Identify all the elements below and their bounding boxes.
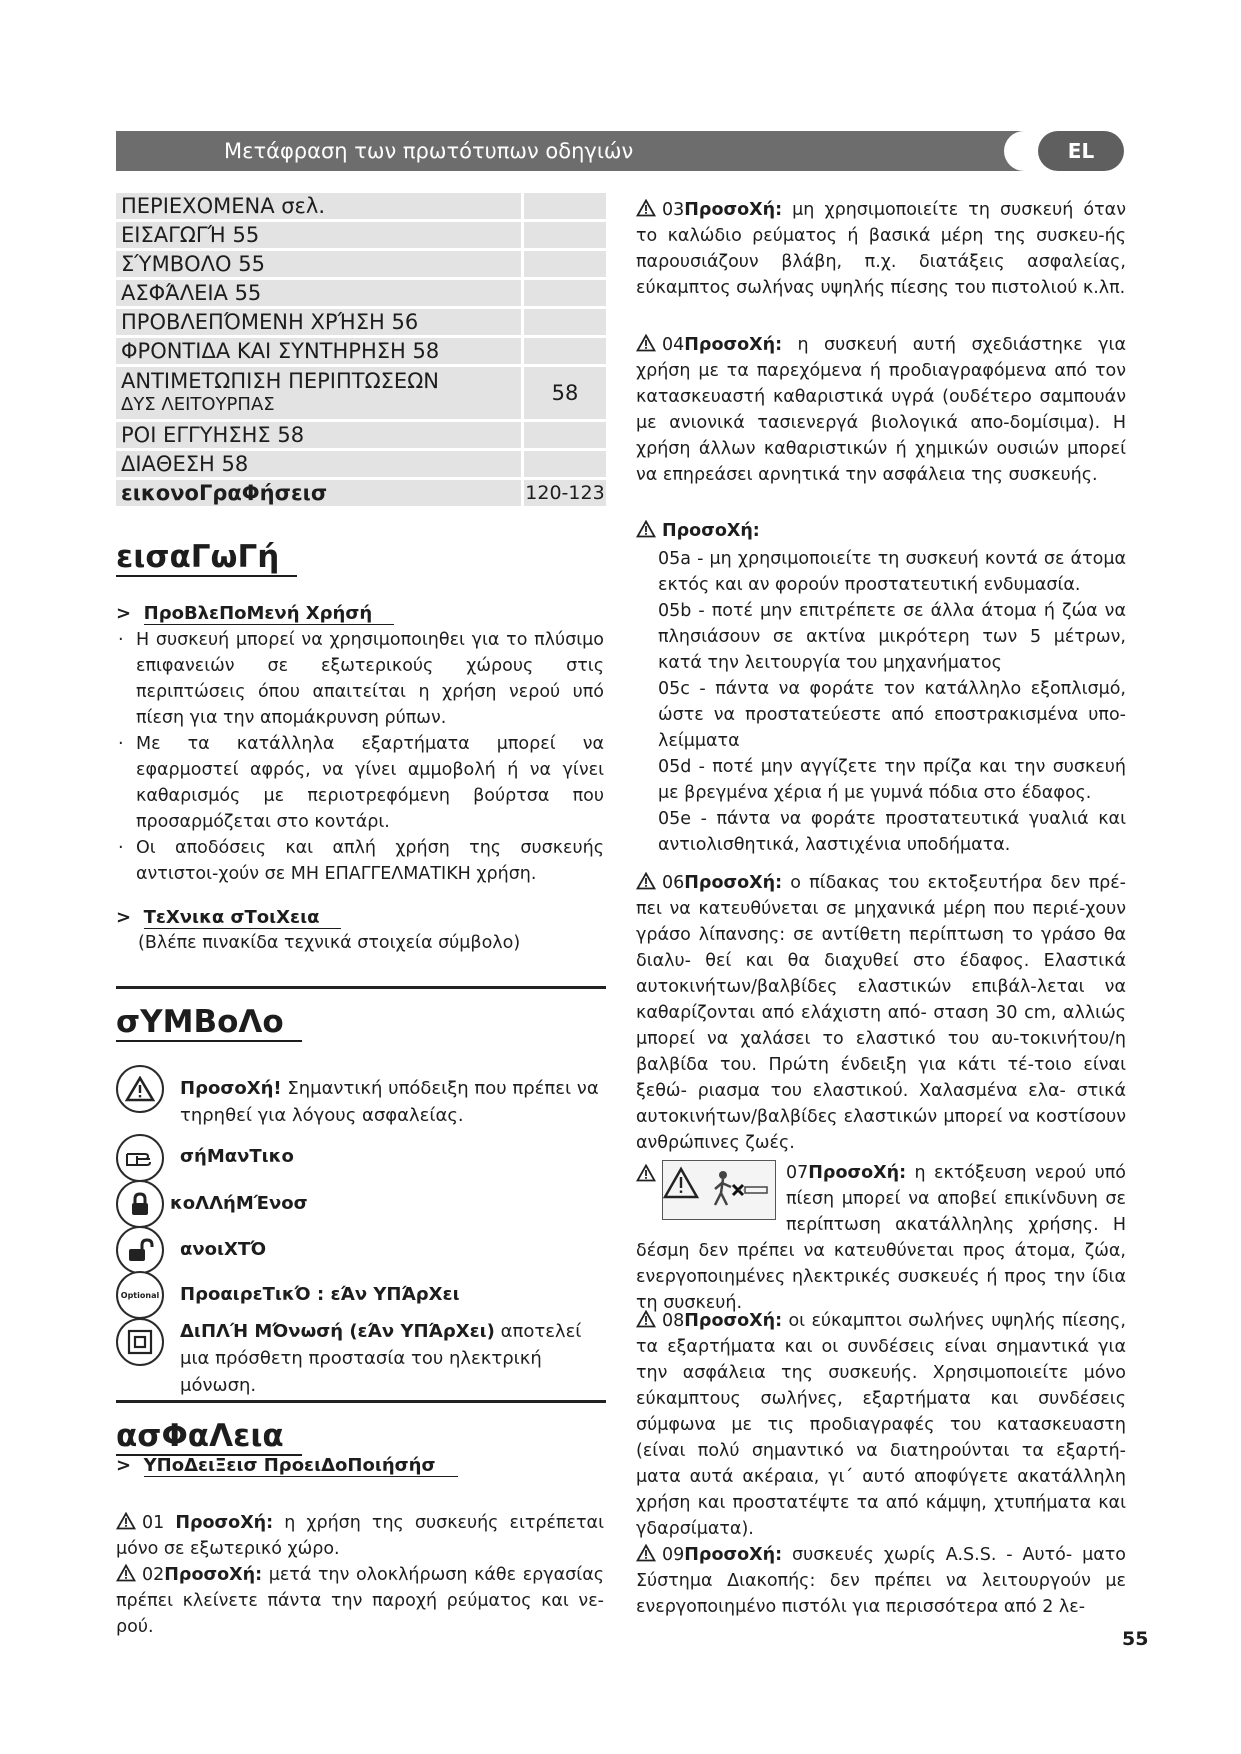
item-text: οι εύκαμπτοι σωλήνες υψηλής πίεσης, τα εξαρτήματα και οι συνδέσεις είναι σημαντικά για την ασφάλεια της συσκευής. Χρησιμοποιείτε μόνο εύκαμπτους σωλήνες, εξαρτήματα και συνδέσεις σύμφωνα με τις προδιαγραφές του κατασκευαστη (είναι πολύ σημαντικό να διατηρούνται τα εξαρτή-ματα αυτά ακέραια, γι΄ αυτό αποφύγετε ακατάλληλη χρήση και προστατέψτε τα από κάμψη, χτυπήματα και γδαρσίματα). — [636, 1311, 1126, 1539]
toc-row — [116, 193, 606, 219]
toc-row — [116, 451, 606, 477]
item-text: συσκευές χωρίς A.S.S. - Αυτό- ματο Σύστημα Διακοπής: δεν πρέπει να λειτουργούν με ενεργοποιημένο πιστόλι για περισσότερα από 2 λε- — [636, 1545, 1126, 1617]
pointing-hand-icon — [116, 1134, 164, 1182]
toc-label: ΑΣΦΆΛΕΙΑ 55 — [116, 280, 521, 306]
toc-label — [116, 367, 521, 419]
symbol-row — [180, 1318, 600, 1399]
list-item: 05d - ποτέ μην αγγίζετε την πρίζα και την συσκευή με βρεγμένα χέρια ή με γυμνά πόδια στο έδαφος. — [658, 757, 1126, 803]
item-label: ΠροσοΧή: — [684, 335, 783, 355]
toc-row — [116, 251, 606, 277]
list-item: · Οι αποδόσεις και απλή χρήση της συσκευής αντιστοι-χούν σε ΜΗ ΕΠΑΓΓΕΛΜΑΤΙΚΗ χρήση. — [116, 835, 604, 887]
toc-row — [116, 422, 606, 448]
header-title: Μετάφραση των πρωτότυπων οδηγιών — [224, 139, 634, 163]
toc-label: ΦΡΟΝΤΙΔΑ ΚΑΙ ΣΥΝΤΗΡΗΣΗ 58 — [116, 338, 521, 364]
item-number: 03 — [662, 200, 685, 220]
warning-triangle-icon — [116, 1512, 136, 1530]
toc-page — [524, 309, 606, 335]
symbol-title: σήΜανΤικο — [180, 1146, 294, 1167]
safety-item-04 — [636, 332, 1126, 488]
page-number: 55 — [1122, 1628, 1149, 1650]
item-label: ΠροσοΧή: — [684, 873, 783, 893]
toc-label: ΡΟΙ ΕΓΓΥΗΣΗΣ 58 — [116, 422, 521, 448]
toc-page: 58 — [524, 367, 606, 419]
toc-page — [524, 451, 606, 477]
item-text: μη χρησιμοποιείτε τη συσκευή όταν το καλώδιο ρεύματος ή βασικά μέρη της συσκευ-ής παρουσιάζουν βλάβη, π.χ. διατάξεις ασφαλείας, εύκαμπτος σωλήνας υψηλής πίεσης του πιστολιού κ.λπ. — [636, 200, 1126, 298]
toc-row — [116, 480, 606, 506]
optional-badge-icon — [116, 1271, 164, 1319]
language-badge: EL — [1038, 131, 1124, 171]
list-item: 05c - πάντα να φοράτε τον κατάλληλο εξοπλισμό, ώστε να προστατεύεστε από εποστρακισμένα υπο-λείμματα — [658, 679, 1126, 751]
symbol-title: ΔιΠΛΉ ΜΌνωσή (εΆν ΥΠΆρΧει) — [180, 1321, 495, 1342]
safety-item-02 — [116, 1562, 604, 1640]
toc-row — [116, 280, 606, 306]
item-label: ΠροσοΧή: — [684, 1545, 783, 1565]
toc-row — [116, 367, 606, 419]
item-label: ΠροσοΧή: — [684, 1311, 783, 1331]
padlock-closed-icon — [116, 1180, 164, 1228]
toc-page — [524, 280, 606, 306]
toc-row — [116, 338, 606, 364]
intended-use-heading-text: ΠροΒλεΠοΜενή Χρήσή — [144, 603, 395, 625]
toc-page — [524, 422, 606, 448]
safety-item-08 — [636, 1308, 1126, 1542]
warning-triangle-icon — [636, 872, 656, 890]
item-text: ο πίδακας του εκτοξευτήρα δεν πρέ-πει να κατευθύνεται σε μηχανικά μέρη που περιέ-χουν γράσο λίπανσης: σε αντίθετη περίπτωση το γράσο θα διαλυ- θεί και θα διαχυθεί στο έδαφος. Ελαστικά αυτοκινήτων/βαλβίδες ελαστικών επιβάλ-λεται να καθαρίζονται από ελάχιστη από- σταση 30 cm, αλλιώς μπορεί να χαλάσει το ελαστικό του αυ-τοκινήτου/η βαλβίδα του. Πρώτη ένδειξη για κάτι τέ-τοιο είναι ξεθώ- ριασμα του ελαστικού. Χαλασμένα ελα- στικά αυτοκινήτων/βαλβίδες ελαστικών μπορεί να κοστίσουν ανθρώπινες ζωές. — [636, 873, 1126, 1153]
safety-item-01 — [116, 1510, 604, 1562]
attention-sublist — [658, 546, 1126, 858]
toc-page — [524, 193, 606, 219]
item-text: μετά την ολοκλήρωση κάθε εργασίας πρέπει κλείνετε πάντα την παροχή ρεύματος και νε-ρού. — [116, 1565, 604, 1637]
toc-label: ΕΙΣΑΓΩΓΉ 55 — [116, 222, 521, 248]
item-label: ΠροσοΧή: — [175, 1513, 274, 1533]
padlock-open-icon — [116, 1226, 164, 1274]
double-insulation-icon — [116, 1318, 164, 1366]
warning-triangle-icon — [636, 1310, 656, 1328]
symbol-row — [170, 1190, 308, 1217]
safety-item-07 — [636, 1160, 1126, 1316]
symbol-title: κοΛΛήΜΈνοσ — [170, 1193, 308, 1214]
item-number: 01 — [142, 1513, 176, 1533]
toc-page — [524, 338, 606, 364]
optional-badge-text: Optional — [120, 1290, 160, 1300]
toc-label: ΔΙΑΘΕΣΗ 58 — [116, 451, 521, 477]
toc-label: ΠΕΡΙΕΧΟΜΕΝΑ σελ. — [116, 193, 521, 219]
toc-label-line2: ΔΥΣ ΛΕΙΤΟΥΡΠΑΣ — [121, 394, 275, 415]
toc-label: ΣΎΜΒΟΛΟ 55 — [116, 251, 521, 277]
warnings-heading-text: ΥΠοΔειΞεισ ΠροειΔοΠοιήσήσ — [144, 1455, 458, 1477]
warning-triangle-icon — [636, 334, 656, 352]
symbol-title: ανοιΧΤΌ — [180, 1239, 267, 1260]
warning-triangle-icon — [636, 1544, 656, 1562]
tech-data-text: (Βλέπε πινακίδα τεχνικά στοιχεία σύμβολο) — [138, 933, 521, 953]
attention-label: ΠροσοΧή: — [662, 521, 760, 541]
warning-triangle-icon — [116, 1564, 136, 1582]
item-number: 02 — [142, 1565, 165, 1585]
symbol-title: ΠροαιρεΤικΌ : εΆν ΥΠΆρΧει — [180, 1284, 460, 1305]
symbol-description: Σημαντική υπόδειξη που πρέπει να τηρηθεί για λόγους ασφαλείας. — [180, 1078, 599, 1126]
item-label: ΠροσοΧή: — [684, 200, 783, 220]
warning-triangle-icon — [116, 1065, 164, 1113]
intended-use-list — [116, 627, 604, 887]
symbol-row — [180, 1236, 266, 1263]
toc-label: ΠΡΟΒΛΕΠΌΜΕΝΗ ΧΡΉΣΗ 56 — [116, 309, 521, 335]
section-safety-heading: ασΦαΛεια — [116, 1416, 302, 1456]
list-item: · Η συσκευή μπορεί να χρησιμοποιηθει για το πλύσιμο επιφανειών σε εξωτερικούς χώρους στις περιπτώσεις όπου απαιτείται η χρήση νερού υπό πίεση για την απομάκρυνση ρύπων. — [116, 627, 604, 731]
toc-page — [524, 251, 606, 277]
safety-item-09 — [636, 1542, 1126, 1620]
item-number: 08 — [662, 1311, 685, 1331]
item-number: 09 — [662, 1545, 685, 1565]
symbol-description: αποτελεί μια πρόσθετη προστασία του ηλεκτρική μόνωση. — [180, 1321, 582, 1396]
table-of-contents — [116, 193, 606, 509]
toc-row — [116, 222, 606, 248]
item-number: 04 — [662, 335, 685, 355]
section-intro-heading: εισαΓωΓή — [116, 537, 297, 577]
item-text: η χρήση της συσκευής ειτρέπεται μόνο σε εξωτερικό χώρο. — [116, 1513, 604, 1559]
warnings-heading: > ΥΠοΔειΞεισ ΠροειΔοΠοιήσήσ — [116, 1454, 458, 1478]
list-item: 05a - μη χρησιμοποιείτε τη συσκευή κοντά σε άτομα εκτός και αν φορούν προστατευτική ενδυμασία. — [658, 549, 1126, 595]
symbol-row — [180, 1281, 460, 1308]
item-number: 07 — [786, 1163, 809, 1183]
attention-heading — [636, 518, 1126, 544]
symbol-row — [180, 1075, 600, 1129]
toc-page: 120-123 — [525, 482, 605, 504]
tech-data-heading-text: ΤεΧνικα σΤοιΧεια — [144, 907, 342, 929]
warning-triangle-icon — [636, 199, 656, 217]
item-number: 06 — [662, 873, 685, 893]
header-bar — [116, 131, 1028, 171]
list-item: · Με τα κατάλληλα εξαρτήματα μπορεί να εφαρμοστεί αφρός, να γίνει αμμοβολή ή να γίνει καθαρισμός με περιοτρεφόμενη βούρτσα που προσαρμόζεται στο κοντάρι. — [116, 731, 604, 835]
symbol-row — [180, 1143, 294, 1170]
safety-item-06 — [636, 870, 1126, 1156]
item-label: ΠροσοΧή: — [808, 1163, 907, 1183]
item-text: η εκτόξευση νερού υπό πίεση μπορεί να αποβεί επικίνδυνη σε περίπτωση ακατάλληλης χρήσης. Η δέσμη δεν πρέπει να κατευθύνεται προς άτομα, ζώα, ενεργοποιημένες ηλεκτρικές συσκευές ή προς την ίδια τη συσκευή. — [636, 1163, 1126, 1313]
section-divider — [116, 1400, 606, 1403]
warning-triangle-icon — [636, 520, 656, 538]
intended-use-heading: > ΠροΒλεΠοΜενή Χρήσή — [116, 602, 606, 626]
toc-label-line1: ΑΝΤΙΜΕΤΩΠΙΣΗ ΠΕΡΙΠΤΩΣΕΩΝ — [121, 369, 439, 393]
section-symbols-heading: σΥΜΒοΛο — [116, 1002, 302, 1042]
tech-data-heading: > ΤεΧνικα σΤοιΧεια — [116, 906, 341, 930]
list-item: 05e - πάντα να φοράτε προστατευτικά γυαλιά και αντιολισθητικά, λαστιχένια υποδήματα. — [658, 809, 1126, 855]
item-label: ΠροσοΧή: — [164, 1565, 263, 1585]
section-divider — [116, 986, 606, 989]
toc-page — [524, 222, 606, 248]
item-text: η συσκευή αυτή σχεδιάστηκε για χρήση με τα παρεχόμενα ή προδιαγραφόμενα από τον κατασκευαστή καθαριστικά υγρά (ουδέτερο σαμπουάν με ανιονικά τασιενεργά βιολογικά απο-δομίσιμα). Η χρήση άλλων καθαριστικών ή χημικών ουσιών μπορεί να επηρεάσει αρνητικά την ασφάλεια της συσκευής. — [636, 335, 1126, 485]
toc-label: εικονοΓραΦήσεισ — [116, 480, 521, 506]
safety-item-03 — [636, 197, 1126, 301]
symbol-title: ΠροσοΧή! — [180, 1078, 282, 1099]
list-item: 05b - ποτέ μην επιτρέπετε σε άλλα άτομα ή ζώα να πλησιάσουν σε ακτίνα μικρότερη των 5 μέτρων, κατά την λειτουργία του μηχανήματος — [658, 601, 1126, 673]
toc-row — [116, 309, 606, 335]
